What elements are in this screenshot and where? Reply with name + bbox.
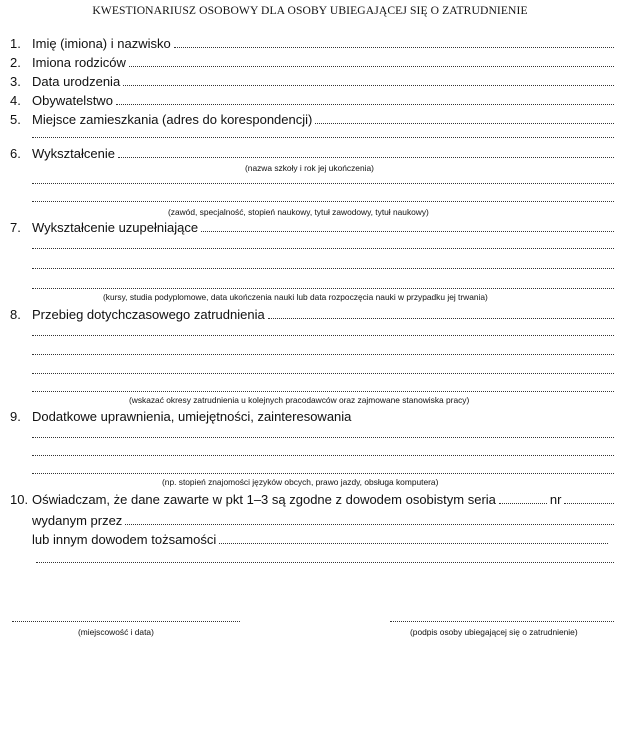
item-label: Imię (imiona) i nazwisko [32, 36, 171, 51]
item-label: Wykształcenie [32, 146, 115, 161]
nr-label: nr [549, 492, 562, 507]
item-label: Miejsce zamieszkania (adres do korespondencji) [32, 112, 313, 127]
field-parents-names[interactable] [10, 54, 614, 70]
item-number: 10. [10, 492, 29, 507]
skills-line-1[interactable] [32, 437, 614, 438]
item-number: 1. [10, 36, 21, 51]
fill-line[interactable] [201, 230, 614, 232]
place-date-line[interactable] [12, 621, 240, 622]
caption-courses: (kursy, studia podyplomowe, data ukończenia nauki lub data rozpoczęcia nauki w przypadku jej trwania) [103, 292, 488, 302]
item-number: 6. [10, 146, 21, 161]
fill-line[interactable] [116, 103, 614, 105]
item-label: Przebieg dotychczasowego zatrudnienia [32, 307, 265, 322]
education-line-3[interactable] [32, 201, 614, 202]
caption-education-profession: (zawód, specjalność, stopień naukowy, tytuł zawodowy, tytuł naukowy) [168, 207, 429, 217]
item-number: 4. [10, 93, 21, 108]
field-name[interactable] [10, 35, 614, 51]
field-other-id[interactable] [32, 531, 608, 547]
field-education[interactable] [10, 145, 614, 161]
declaration-text: Oświadczam, że dane zawarte w pkt 1–3 są zgodne z dowodem osobistym seria [32, 492, 496, 507]
other-id-line-2[interactable] [36, 562, 614, 563]
field-supplementary-education[interactable] [10, 219, 614, 235]
caption-education-school: (nazwa szkoły i rok jej ukończenia) [245, 163, 374, 173]
field-skills[interactable] [10, 408, 614, 424]
employment-line-3[interactable] [32, 354, 614, 355]
address-line-2[interactable] [32, 137, 614, 138]
employment-line-2[interactable] [32, 335, 614, 336]
item-label: Obywatelstwo [32, 93, 113, 108]
employment-line-4[interactable] [32, 373, 614, 374]
caption-signature: (podpis osoby ubiegającej się o zatrudnienie) [410, 627, 578, 637]
item-label: Wykształcenie uzupełniające [32, 220, 199, 235]
caption-skills: (np. stopień znajomości języków obcych, prawo jazdy, obsługa komputera) [162, 477, 439, 487]
issued-by-label: wydanym przez [32, 513, 123, 528]
signature-line[interactable] [390, 621, 614, 622]
fill-line[interactable] [315, 122, 614, 124]
id-number-input[interactable] [564, 502, 614, 504]
field-address[interactable] [10, 111, 614, 127]
caption-employment: (wskazać okresy zatrudnienia u kolejnych pracodawców oraz zajmowane stanowiska pracy) [129, 395, 470, 405]
supplementary-line-4[interactable] [32, 288, 614, 289]
fill-line[interactable] [123, 84, 614, 86]
field-employment-history[interactable] [10, 306, 614, 322]
field-citizenship[interactable] [10, 92, 614, 108]
item-number: 8. [10, 307, 21, 322]
item-number: 7. [10, 220, 21, 235]
other-id-label: lub innym dowodem tożsamości [32, 532, 217, 547]
supplementary-line-2[interactable] [32, 248, 614, 249]
fill-line[interactable] [219, 542, 608, 544]
supplementary-line-3[interactable] [32, 268, 614, 269]
fill-line[interactable] [268, 317, 614, 319]
item-label: Data urodzenia [32, 74, 121, 89]
field-id-declaration[interactable] [10, 491, 614, 507]
fill-line[interactable] [118, 156, 614, 158]
id-series-input[interactable] [499, 502, 547, 504]
skills-line-2[interactable] [32, 455, 614, 456]
caption-place-date: (miejscowość i data) [78, 627, 154, 637]
fill-line[interactable] [174, 46, 614, 48]
item-number: 3. [10, 74, 21, 89]
field-issued-by[interactable] [32, 512, 614, 528]
fill-line[interactable] [129, 65, 614, 67]
form-title: KWESTIONARIUSZ OSOBOWY DLA OSOBY UBIEGAJĄCEJ SIĘ O ZATRUDNIENIE [92, 4, 528, 17]
item-number: 9. [10, 409, 21, 424]
item-label: Dodatkowe uprawnienia, umiejętności, zainteresowania [32, 409, 352, 424]
item-number: 2. [10, 55, 21, 70]
employment-line-5[interactable] [32, 391, 614, 392]
field-birth-date[interactable] [10, 73, 614, 89]
item-number: 5. [10, 112, 21, 127]
item-label: Imiona rodziców [32, 55, 126, 70]
skills-line-3[interactable] [32, 473, 614, 474]
fill-line[interactable] [125, 523, 614, 525]
education-line-2[interactable] [32, 183, 614, 184]
